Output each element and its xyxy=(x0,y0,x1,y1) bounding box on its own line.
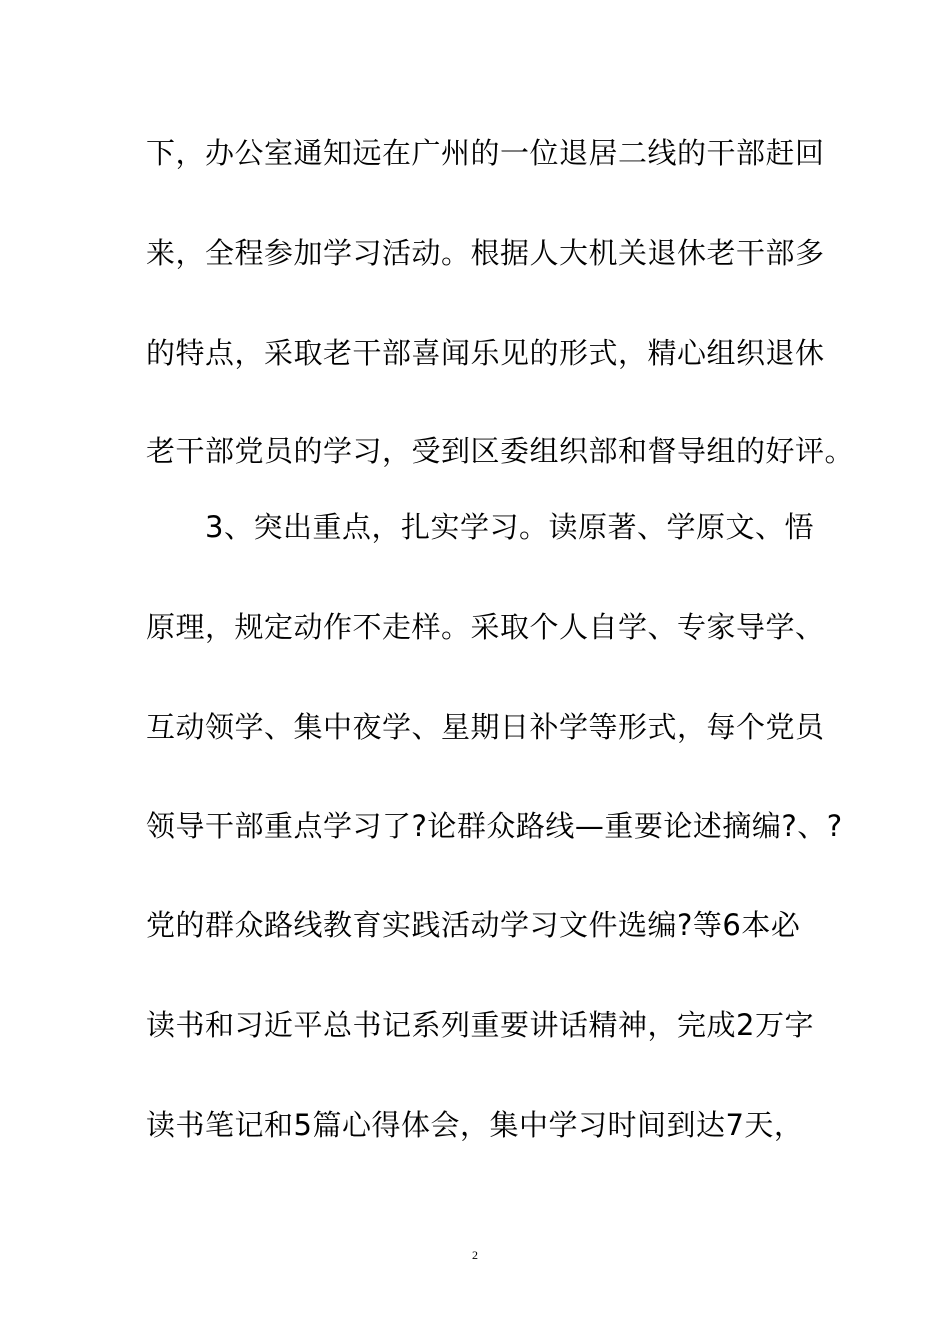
paragraph-line: 的特点，采取老干部喜闻乐见的形式，精心组织退休 xyxy=(146,336,825,370)
paragraph-line: 来，全程参加学习活动。根据人大机关退休老干部多 xyxy=(146,236,825,270)
paragraph-line: 3、突出重点，扎实学习。读原著、学原文、悟 xyxy=(205,510,814,544)
paragraph-line: 原理，规定动作不走样。采取个人自学、专家导学、 xyxy=(146,610,825,644)
paragraph-line: 读书和习近平总书记系列重要讲话精神，完成2万字 xyxy=(146,1008,814,1042)
page-number: 2 xyxy=(472,1248,478,1262)
paragraph-line: 党的群众路线教育实践活动学习文件选编?等6本必 xyxy=(146,908,801,942)
paragraph-line: 读书笔记和5篇心得体会，集中学习时间到达7天， xyxy=(146,1108,804,1142)
paragraph-line: 领导干部重点学习了?论群众路线—重要论述摘编?、? xyxy=(146,809,843,843)
paragraph-line: 下，办公室通知远在广州的一位退居二线的干部赶回 xyxy=(146,136,825,170)
paragraph-line: 老干部党员的学习，受到区委组织部和督导组的好评。 xyxy=(146,434,855,468)
paragraph-line: 互动领学、集中夜学、星期日补学等形式，每个党员 xyxy=(146,710,825,744)
